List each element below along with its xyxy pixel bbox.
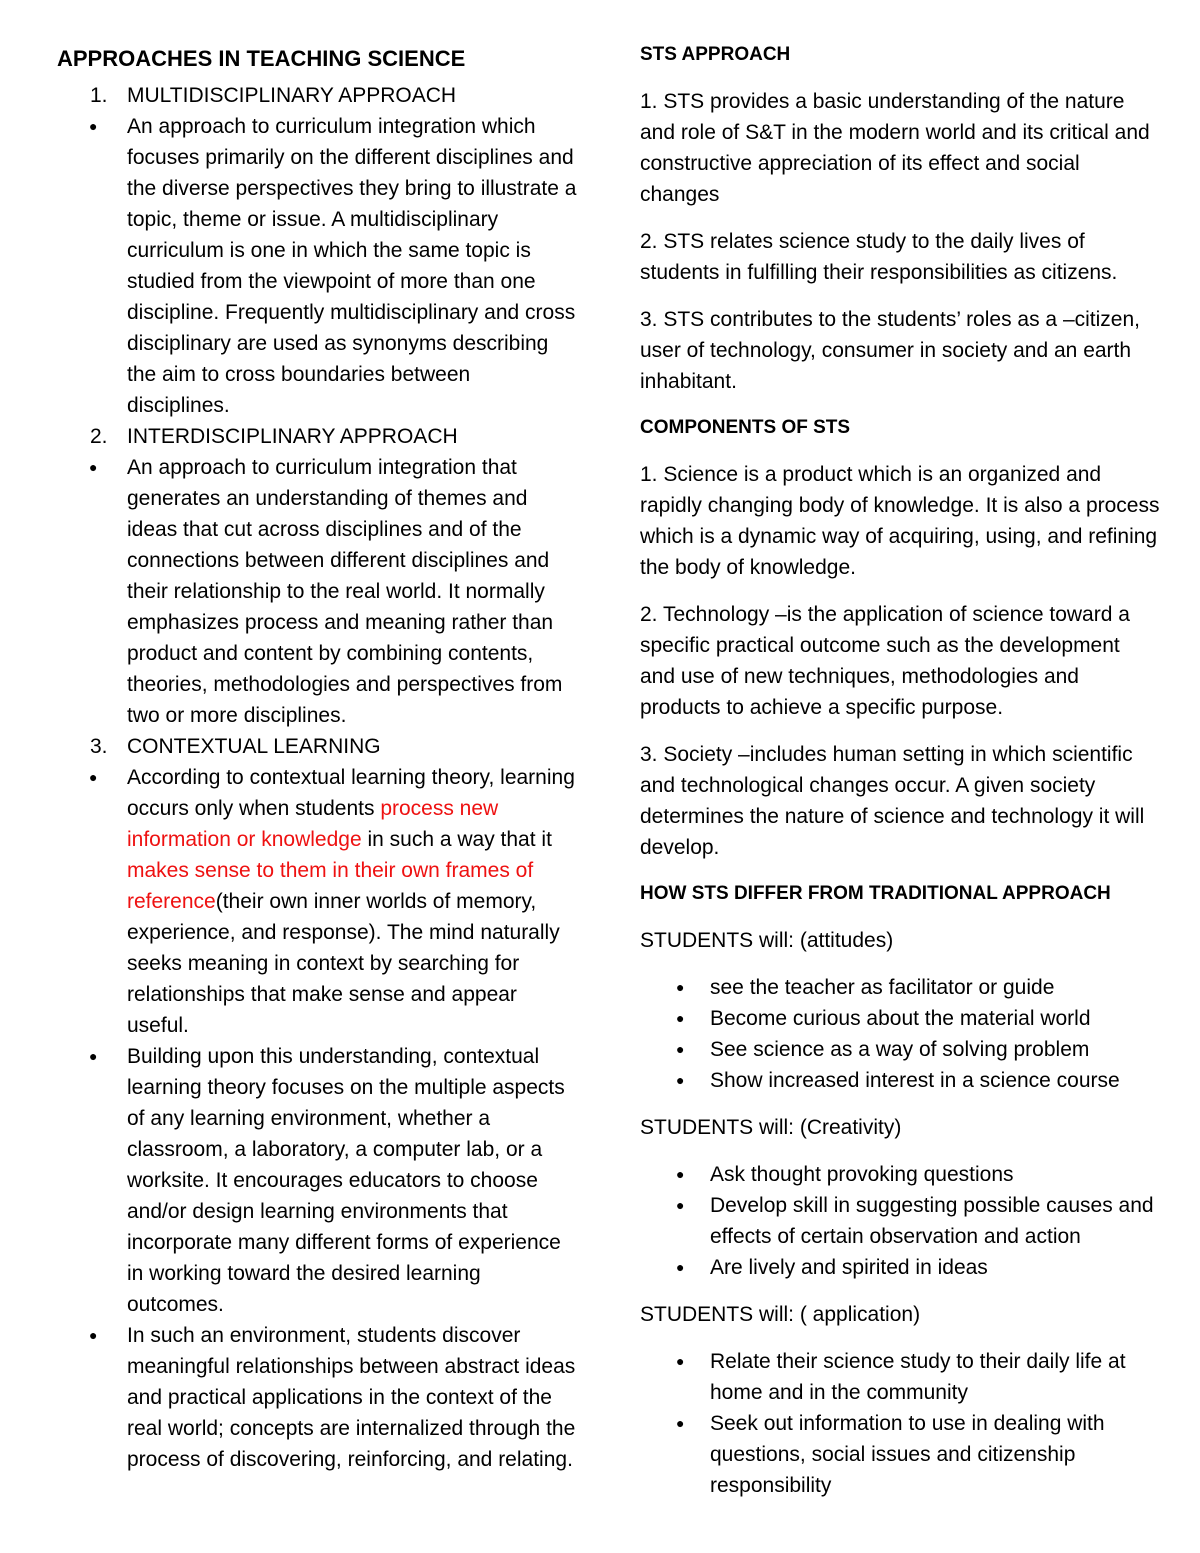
creativity-label: STUDENTS will: (Creativity) xyxy=(640,1116,902,1139)
list-item: ● Are lively and spirited in ideas xyxy=(640,1252,1160,1283)
attitudes-label: STUDENTS will: (attitudes) xyxy=(640,929,894,952)
section-3-paragraph-1 xyxy=(57,762,577,1041)
list-item: ● see the teacher as facilitator or guide xyxy=(640,972,1160,1003)
sts-approach-heading: STS APPROACH xyxy=(640,44,791,65)
section-heading-text: MULTIDISCIPLINARY APPROACH xyxy=(127,84,457,107)
application-label: STUDENTS will: ( application) xyxy=(640,1303,921,1326)
section-2-heading xyxy=(57,421,577,452)
section-1-paragraph: ● An approach to curriculum integration which focuses primarily on the different disciplines and the diverse perspectives they bring to illustrate a topic, theme or issue. A multidisciplinary curriculum is one in which the same topic is studied from the viewpoint of more than one discipline. Frequently multidisciplinary and cross disciplinary are used as synonyms describing the aim to cross boundaries between disciplines. xyxy=(57,111,577,421)
section-number: 1. xyxy=(90,84,108,107)
list-item: ● Become curious about the material world xyxy=(640,1003,1160,1034)
list-item: ● See science as a way of solving problem xyxy=(640,1034,1160,1065)
list-item: ● Develop skill in suggesting possible causes and effects of certain observation and action xyxy=(640,1190,1160,1252)
text-run: in such a way that it xyxy=(361,828,552,851)
component-society: 3. Society –includes human setting in which scientific and technological changes occur. A given society determines the nature of science and technology it will develop. xyxy=(640,743,1145,859)
components-heading: COMPONENTS OF STS xyxy=(640,417,851,438)
sts-point-3: 3. STS contributes to the students’ roles as a –citizen, user of technology, consumer in society and an earth inhabitant. xyxy=(640,308,1140,393)
section-number: 3. xyxy=(90,735,108,758)
section-2-paragraph: ● An approach to curriculum integration that generates an understanding of themes and ideas that cut across disciplines and of the connections between different disciplines and their relationship to the real world. It normally emphasizes process and meaning rather than product and content by combining contents, theories, methodologies and perspectives from two or more disciplines. xyxy=(57,452,577,731)
right-column xyxy=(640,40,1160,1517)
left-column xyxy=(57,40,577,1475)
text-run: (their own inner worlds of memory, experience, and response). The mind naturally seeks meaning in context by searching for relationships that make sense and appear useful. xyxy=(127,890,560,1037)
sts-point-1: 1. STS provides a basic understanding of the nature and role of S&T in the modern world and its critical and constructive appreciation of its effect and social changes xyxy=(640,90,1150,206)
sts-point-2: 2. STS relates science study to the daily lives of students in fulfilling their responsibilities as citizens. xyxy=(640,230,1118,284)
application-list xyxy=(640,1346,1160,1501)
attitudes-list xyxy=(640,972,1160,1096)
text-run: According to contextual learning theory, learning occurs only when students xyxy=(127,766,575,820)
page-title: APPROACHES IN TEACHING SCIENCE xyxy=(57,46,466,71)
section-number: 2. xyxy=(90,425,108,448)
section-3-paragraph-2: ● Building upon this understanding, contextual learning theory focuses on the multiple aspects of any learning environment, whether a classroom, a laboratory, a computer lab, or a worksite. It encourages educators to choose and/or design learning environments that incorporate many different forms of experience in working toward the desired learning outcomes. xyxy=(57,1041,577,1320)
section-heading-text: INTERDISCIPLINARY APPROACH xyxy=(127,425,458,448)
list-item: ● Show increased interest in a science course xyxy=(640,1065,1160,1096)
list-item: ● Ask thought provoking questions xyxy=(640,1159,1160,1190)
component-technology: 2. Technology –is the application of science toward a specific practical outcome such as the development and use of new techniques, methodologies and products to achieve a specific purpose. xyxy=(640,603,1130,719)
highlighted-text: process new information or knowledge xyxy=(127,797,499,851)
list-item: ● Seek out information to use in dealing with questions, social issues and citizenship responsibility xyxy=(640,1408,1160,1501)
section-heading-text: CONTEXTUAL LEARNING xyxy=(127,735,381,758)
section-1-heading xyxy=(57,80,577,111)
differences-heading: HOW STS DIFFER FROM TRADITIONAL APPROACH xyxy=(640,883,1111,904)
component-science: 1. Science is a product which is an organized and rapidly changing body of knowledge. It is also a process which is a dynamic way of acquiring, using, and refining the body of knowledge. xyxy=(640,463,1160,579)
list-item: ● Relate their science study to their daily life at home and in the community xyxy=(640,1346,1160,1408)
section-3-paragraph-3: ● In such an environment, students discover meaningful relationships between abstract ideas and practical applications in the context of the real world; concepts are internalized through the process of discovering, reinforcing, and relating. xyxy=(57,1320,577,1475)
highlighted-text: makes sense to them in their own frames of reference xyxy=(127,859,534,913)
creativity-list xyxy=(640,1159,1160,1283)
section-3-heading xyxy=(57,731,577,762)
